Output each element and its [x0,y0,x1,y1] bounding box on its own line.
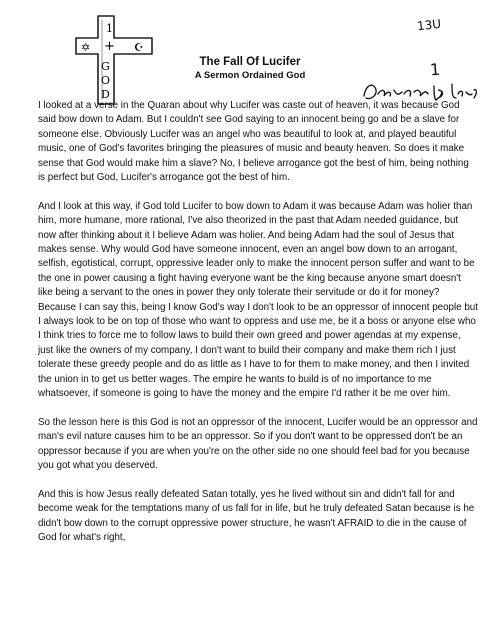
paragraph-4: And this is how Jesus really defeated Satan totally, yes he lived without sin and didn't fall for and become weak for the temptations many of us fall for in life, but he truly defeated Satan because is he didn't bow down to the corrupt oppressive power structure, he wasn't AFRAID to die in the cause of God for what's right, [38,488,475,544]
cross-letter-1: 1 [106,22,113,35]
sermon-body [38,99,478,546]
cross-drawing [68,12,160,108]
paragraph-1: I looked at a verse in the Quaran about why Lucifer was caste out of heaven, it was because God said bow down to Adam. But I couldn't see God saying to an innocent being go and be a slave for someone else. Obviously Lucifer was an angel who was beautiful to look at, and played beautiful music, one of God's favorites bringing the pleasures of music and beauty heaven. So does it make sense that God would make him a slave? No, I believe arrogance got the best of him, being nothing is perfect but God, Lucifer's arrogance got the best of him. [38,100,469,184]
crescent-star-icon: ☪ [134,41,144,54]
cross-logo [68,12,160,108]
title-block [150,55,350,83]
cross-letter-g: G [101,60,110,73]
page-subtitle: A Sermon Ordained God [194,70,306,81]
page-title: The Fall Of Lucifer [199,56,301,68]
star-of-david-icon: ✡ [81,41,91,54]
cross-letter-plus: + [104,39,115,54]
handwritten-number: 13U [416,16,442,34]
cross-letter-o: O [101,74,111,87]
cross-letter-d: D [101,88,110,101]
paragraph-3: So the lesson here is this God is not an oppressor of the innocent, Lucifer would be an oppressor and man's evil nature causes him to be an oppressor. So if you don't want to be oppressed don't be an oppressor because if you are when you're on the other side no one should feel bad for you because you got what you deserved. [38,416,478,472]
paragraph-2: And I look at this way, if God told Lucifer to bow down to Adam it was because Adam was holier than him, more humane, more rational, I've also theorized in the past that Adam needed guidance, but now after thinking about it I believe Adam was holier. And being Adam had the soul of Jesus that makes sense. Why would God have someone innocent, even an angel bow down to an arrogant, selfish, egotistical, corrupt, oppressive leader only to make the innocent person suffer and want to be the one in power causing a fight having everyone want be the king because anyone smart doesn't like being a servant to the ones in power they only tolerate their servitude or do it for money? Because I can say this, being I know God's way I don't look to be an oppressor of innocent people but I always look to be on top of those who want to oppress and use me, be it a boss or anyone else who I think tries to force me to follow laws to build their own greed and power agendas at my expense, just like the owners of my company, I don't want to build their company and make them rich I just tolerate these greedy people and do as little as I have to for them to make money, and then I invited the union in to get us better wages. The empire he wants to build is of no importance to me whatsoever, if someone is going to have the money and the empire I'd rather it be me over him. [38,200,478,400]
handwritten-page-number: 1 [429,59,441,80]
